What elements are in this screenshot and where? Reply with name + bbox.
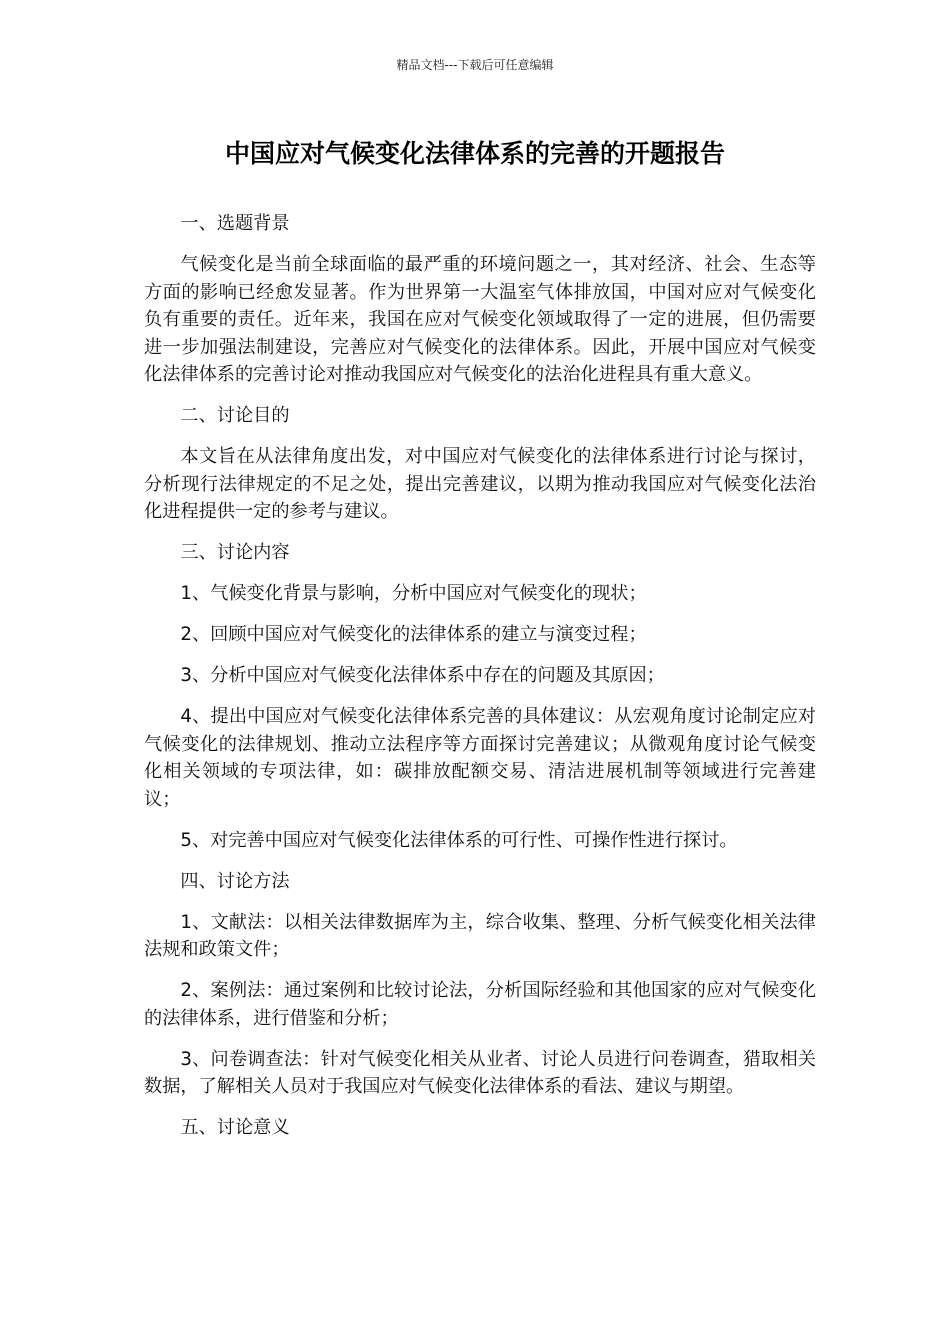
document-title: 中国应对气候变化法律体系的完善的开题报告	[224, 139, 725, 168]
method-item-3: 3、问卷调查法：针对气候变化相关从业者、讨论人员进行问卷调查，猎取相关数据，了解相关人员对于我国应对气候变化法律体系的看法、建议与期望。	[144, 1048, 816, 1097]
content-item-2: 2、回顾中国应对气候变化的法律体系的建立与演变过程；	[180, 624, 647, 645]
method-item-1: 1、文献法：以相关法律数据库为主，综合收集、整理、分析气候变化相关法律法规和政策文件；	[144, 911, 816, 960]
section-heading-purpose: 二、讨论目的	[180, 405, 290, 426]
page-header: 精品文档---下载后可任意编辑	[396, 58, 554, 72]
section-heading-background: 一、选题背景	[180, 213, 290, 234]
method-item-2: 2、案例法：通过案例和比较讨论法，分析国际经验和其他国家的应对气候变化的法律体系，进行借鉴和分析；	[144, 980, 816, 1029]
paragraph-background: 气候变化是当前全球面临的最严重的环境问题之一，其对经济、社会、生态等方面的影响已经愈发显著。作为世界第一大温室气体排放国，中国对应对气候变化负有重要的责任。近年来，我国在应对气候变化领域取得了一定的进展，但仍需要进一步加强法制建设，完善应对气候变化的法律体系。因此，开展中国应对气候变化法律体系的完善讨论对推动我国应对气候变化的法治化进程具有重大意义。	[144, 254, 816, 385]
section-heading-methods: 四、讨论方法	[180, 870, 290, 892]
content-item-4: 4、提出中国应对气候变化法律体系完善的具体建议：从宏观角度讨论制定应对气候变化的法律规划、推动立法程序等方面探讨完善建议；从微观角度讨论气候变化相关领域的专项法律，如：碳排放配额交易、清洁进展机制等领域进行完善建议；	[144, 706, 816, 810]
document-body	[144, 210, 816, 1155]
content-item-5: 5、对完善中国应对气候变化法律体系的可行性、可操作性进行探讨。	[180, 829, 738, 851]
content-item-3: 3、分析中国应对气候变化法律体系中存在的问题及其原因；	[180, 665, 665, 686]
content-item-1: 1、气候变化背景与影响，分析中国应对气候变化的现状；	[180, 583, 647, 604]
section-heading-significance: 五、讨论意义	[180, 1117, 290, 1138]
paragraph-purpose: 本文旨在从法律角度出发，对中国应对气候变化的法律体系进行讨论与探讨，分析现行法律规定的不足之处，提出完善建议，以期为推动我国应对气候变化法治化进程提供一定的参考与建议。	[144, 446, 816, 522]
section-heading-content: 三、讨论内容	[180, 542, 290, 563]
